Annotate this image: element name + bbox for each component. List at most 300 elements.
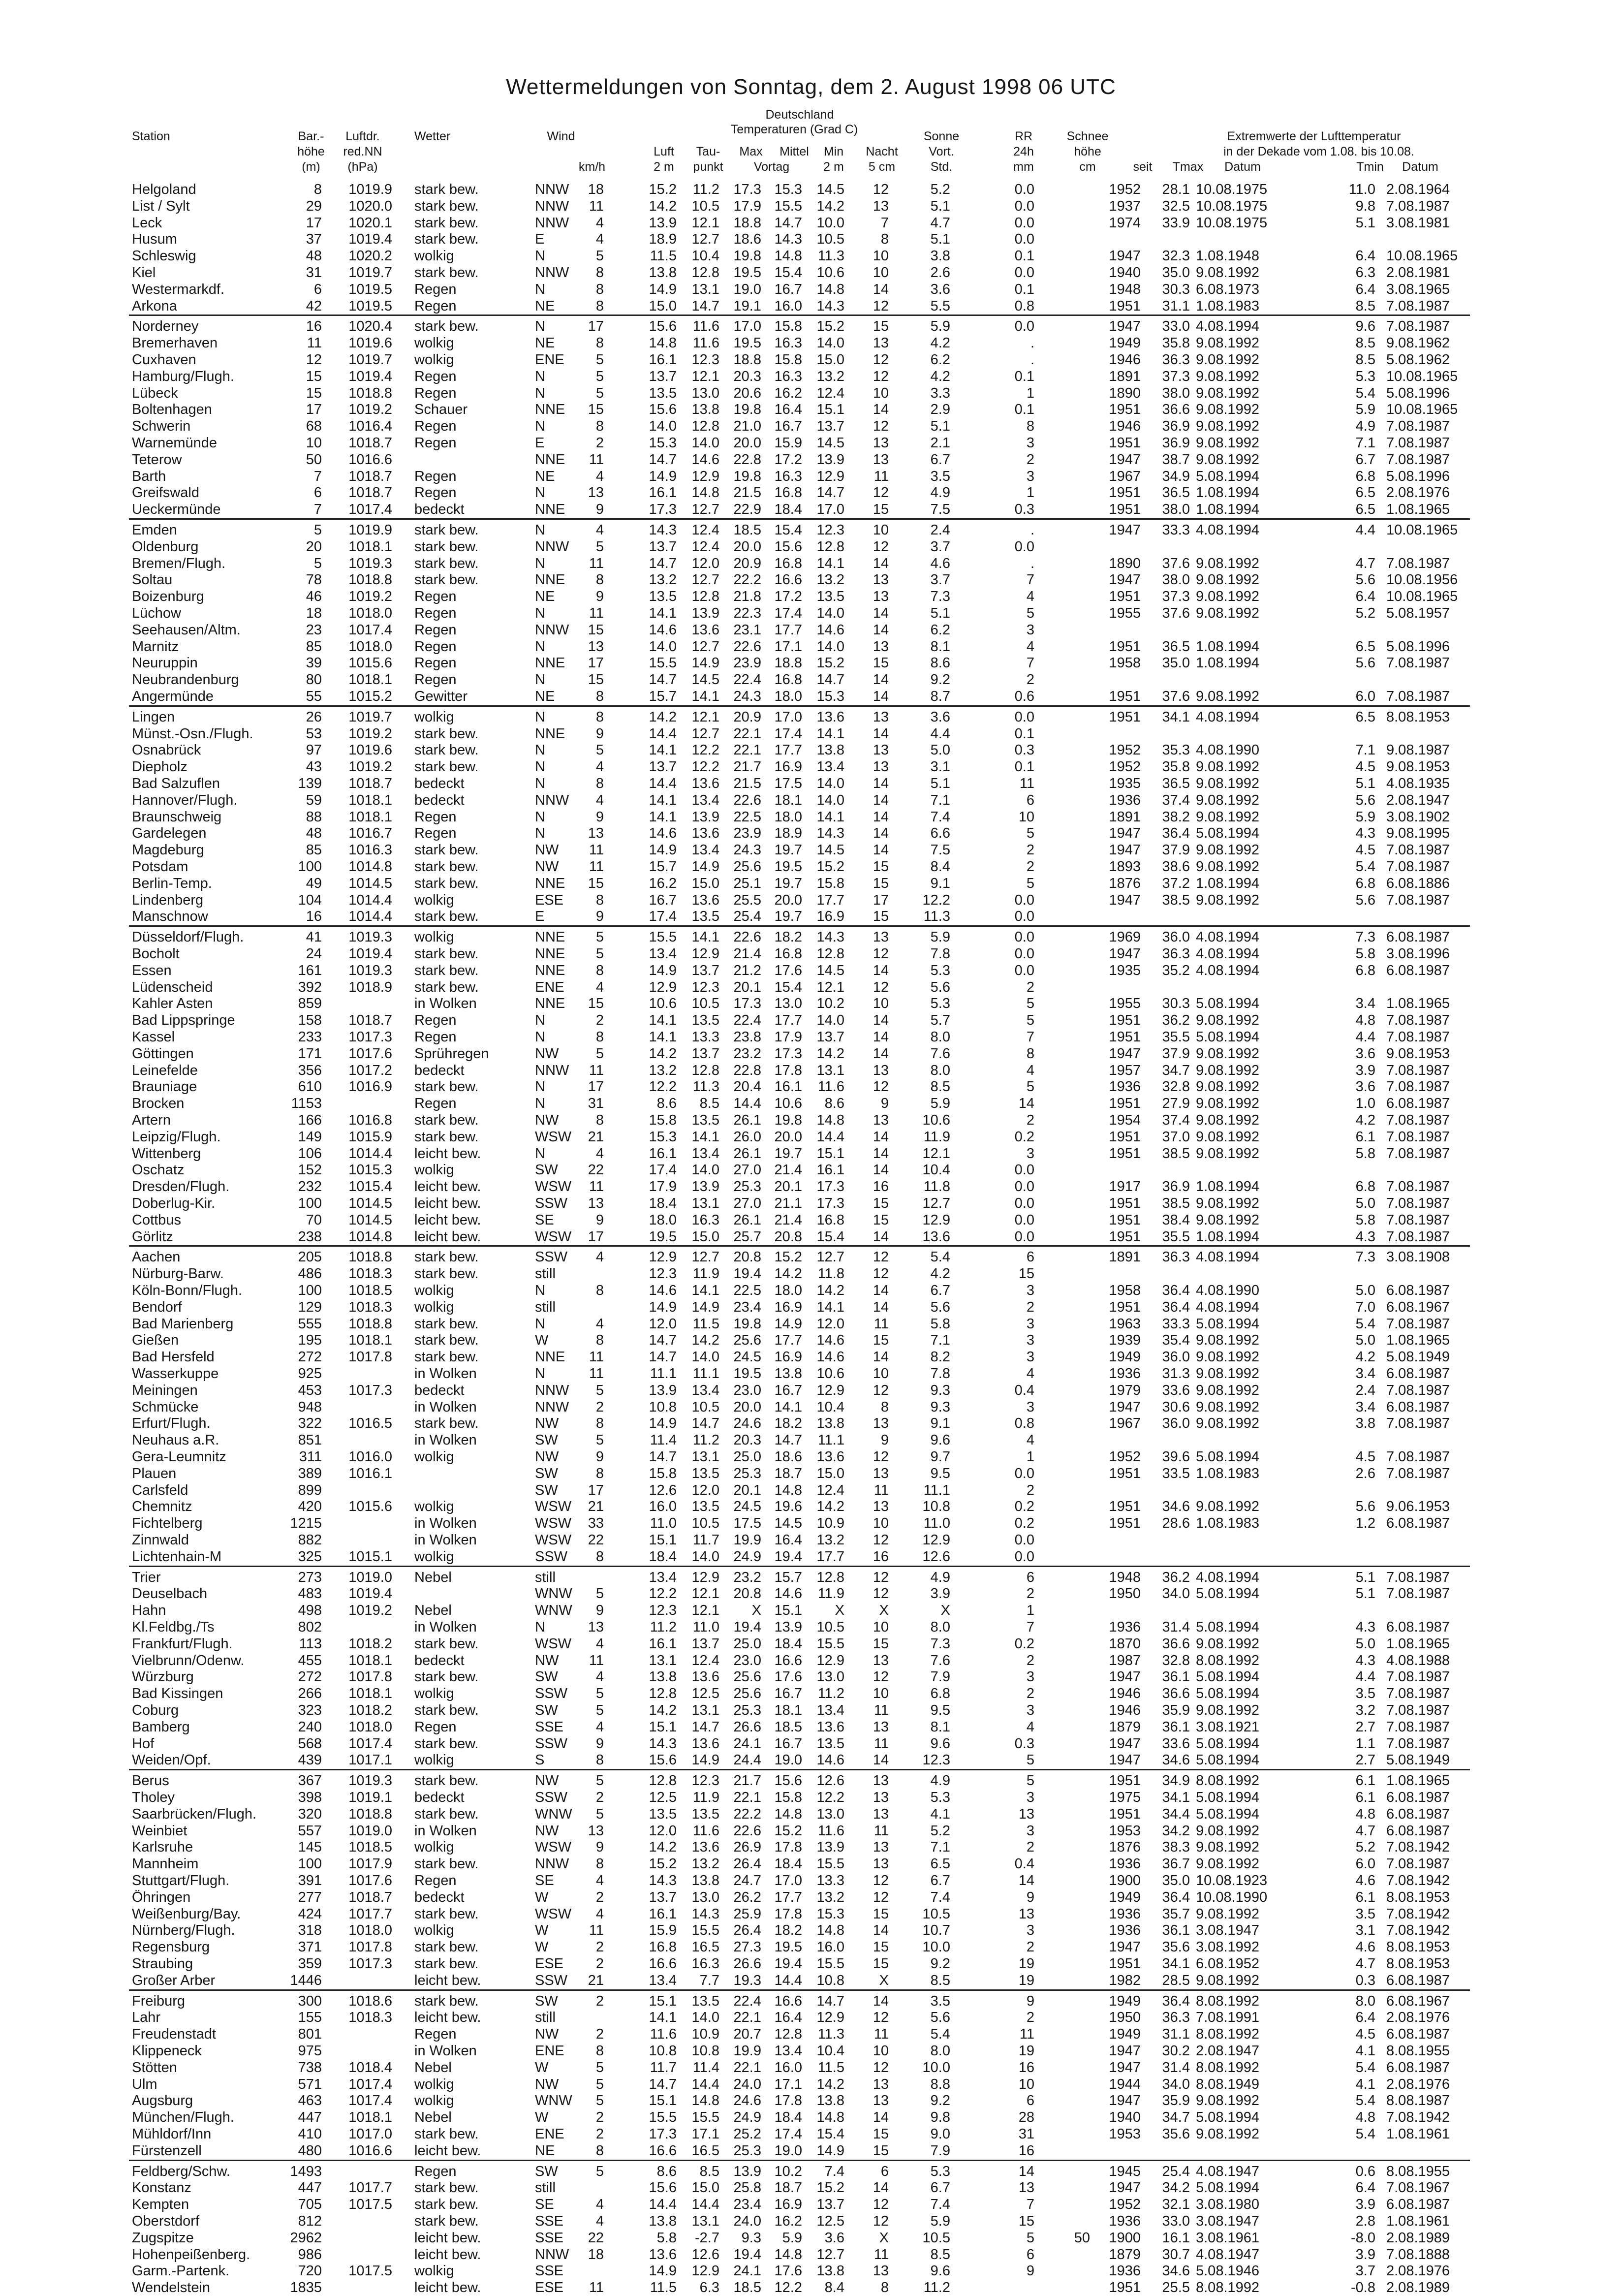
cell-weather: stark bew. — [414, 2197, 479, 2213]
cell-temp-dewpoint: 13.6 — [691, 892, 719, 908]
cell-since-year: 1951 — [1109, 1195, 1141, 1211]
cell-precipitation: 2 — [1026, 1299, 1034, 1315]
cell-temp-max: 23.9 — [733, 825, 761, 842]
cell-temp-night: 13 — [873, 1806, 889, 1822]
cell-tmin-value: 7.1 — [1355, 435, 1375, 451]
cell-tmin-value: 3.4 — [1355, 996, 1375, 1012]
cell-tmin-value: 6.1 — [1355, 1889, 1375, 1905]
cell-temp-mean: 18.1 — [774, 792, 802, 808]
cell-station-name: Saarbrücken/Flugh. — [132, 1806, 257, 1822]
cell-temp-min: 13.8 — [816, 2263, 844, 2279]
cell-wind-direction: SW — [535, 1432, 558, 1448]
cell-temp-min: 13.0 — [816, 1669, 844, 1685]
cell-tmax-date: 1.08.1994 — [1196, 485, 1260, 501]
cell-tmax-date: 4.08.1994 — [1196, 929, 1260, 945]
cell-sunshine: 5.0 — [930, 742, 950, 758]
cell-wind-speed: 2 — [595, 1956, 604, 1972]
cell-sunshine: 12.1 — [922, 1145, 950, 1162]
cell-weather: wolkig — [414, 1283, 454, 1298]
table-row — [0, 555, 1622, 572]
cell-tmin-value: 2.7 — [1355, 1719, 1375, 1735]
cell-tmax-date: 9.08.1992 — [1196, 418, 1260, 435]
cell-sunshine: 6.2 — [930, 622, 950, 638]
cell-weather: Regen — [414, 825, 457, 842]
cell-pressure: 1018.8 — [348, 572, 392, 588]
cell-since-year: 1947 — [1109, 892, 1141, 908]
cell-temp-max: 19.8 — [733, 1316, 761, 1332]
cell-station-height: 152 — [298, 1162, 322, 1178]
cell-temp-max: 25.3 — [733, 2142, 761, 2159]
cell-station-height: 233 — [298, 1029, 322, 1045]
cell-temp-night: 11 — [873, 1316, 889, 1332]
header-luftdr-3: (hPa) — [347, 160, 378, 174]
cell-precipitation: 0.0 — [1014, 1228, 1034, 1245]
cell-tmax-value: 34.0 — [1162, 2076, 1190, 2092]
cell-temp-air: 12.0 — [649, 1316, 677, 1332]
cell-wind-direction: WSW — [535, 1129, 572, 1145]
cell-since-year: 1967 — [1109, 468, 1141, 484]
cell-precipitation: 0.0 — [1014, 1162, 1034, 1178]
cell-temp-night: 16 — [873, 1548, 889, 1565]
cell-tmin-value: 4.7 — [1355, 555, 1375, 571]
cell-since-year: 1893 — [1109, 859, 1141, 875]
cell-tmin-date: 3.08.1902 — [1386, 809, 1450, 825]
cell-temp-dewpoint: 12.0 — [691, 1482, 719, 1498]
cell-station-name: Emden — [132, 522, 177, 538]
cell-temp-max: 20.9 — [733, 709, 761, 725]
cell-sunshine: 3.7 — [930, 538, 950, 555]
cell-precipitation: 0.0 — [1014, 231, 1034, 248]
cell-pressure: 1018.7 — [348, 1889, 392, 1905]
cell-wind-speed: 13 — [588, 638, 604, 655]
cell-precipitation: 0.0 — [1014, 1548, 1034, 1565]
cell-temp-night: 12 — [873, 1079, 889, 1095]
cell-tmin-date: 7.08.1987 — [1386, 1449, 1450, 1465]
cell-precipitation: 0.0 — [1014, 909, 1034, 925]
cell-station-height: 6 — [313, 485, 322, 501]
header-max: Max — [739, 145, 763, 158]
cell-temp-max: 24.0 — [733, 2076, 761, 2092]
cell-temp-min: 12.9 — [816, 1652, 844, 1668]
table-row — [0, 1702, 1622, 1719]
cell-station-height: 272 — [298, 1669, 322, 1685]
cell-pressure: 1014.8 — [348, 859, 392, 875]
cell-wind-direction: NW — [535, 1045, 559, 1062]
cell-tmin-value: 5.4 — [1355, 2126, 1375, 2142]
cell-tmin-date: 7.08.1987 — [1386, 842, 1450, 858]
cell-since-year: 1951 — [1109, 1145, 1141, 1162]
cell-tmax-value: 38.5 — [1162, 1195, 1190, 1211]
cell-temp-mean: 14.1 — [774, 1399, 802, 1415]
cell-precipitation: 0.0 — [1014, 318, 1034, 335]
cell-tmin-value: 3.9 — [1355, 2246, 1375, 2263]
cell-station-height: 483 — [298, 1586, 322, 1602]
cell-station-name: Schleswig — [132, 248, 196, 264]
cell-temp-air: 18.9 — [649, 231, 677, 248]
cell-temp-max: 23.1 — [733, 622, 761, 638]
cell-temp-max: 20.3 — [733, 368, 761, 384]
cell-tmax-date: 9.08.1992 — [1196, 435, 1260, 451]
cell-temp-max: 26.1 — [733, 1112, 761, 1128]
cell-since-year: 1891 — [1109, 1249, 1141, 1265]
cell-temp-air: 16.6 — [649, 2142, 677, 2159]
cell-tmax-date: 4.08.1994 — [1196, 522, 1260, 538]
cell-temp-min: 12.3 — [816, 522, 844, 538]
cell-since-year: 1947 — [1109, 842, 1141, 858]
cell-wind-speed: 9 — [595, 1212, 604, 1228]
cell-tmax-value: 38.3 — [1162, 1839, 1190, 1856]
cell-pressure: 1017.0 — [348, 2126, 392, 2142]
cell-tmin-value: 6.8 — [1355, 962, 1375, 978]
cell-tmax-value: 39.6 — [1162, 1449, 1190, 1465]
cell-sunshine: 4.9 — [930, 1569, 950, 1585]
cell-tmin-value: 6.4 — [1355, 589, 1375, 605]
cell-tmin-date: 9.08.1995 — [1386, 825, 1450, 842]
cell-temp-max: 22.6 — [733, 929, 761, 945]
cell-precipitation: 0.0 — [1014, 215, 1034, 231]
cell-wind-direction: WSW — [535, 1636, 572, 1652]
cell-station-height: 447 — [298, 2109, 322, 2126]
table-row — [0, 298, 1622, 315]
cell-temp-min: 15.2 — [816, 859, 844, 875]
cell-temp-air: 14.9 — [649, 1299, 677, 1315]
cell-sunshine: 4.6 — [930, 555, 950, 571]
cell-tmin-date: 10.08.1965 — [1386, 522, 1458, 538]
cell-pressure: 1018.6 — [348, 1993, 392, 2009]
cell-pressure: 1018.5 — [348, 1839, 392, 1856]
cell-temp-mean: 14.8 — [774, 248, 802, 264]
cell-temp-dewpoint: 11.9 — [692, 1266, 719, 1282]
cell-wind-speed: 11 — [589, 1062, 604, 1078]
header-bar-2: höhe — [297, 145, 325, 158]
cell-temp-night: 12 — [873, 1669, 889, 1685]
cell-temp-air: 18.0 — [649, 1212, 677, 1228]
cell-wind-speed: 13 — [588, 825, 604, 842]
cell-weather: in Wolken — [414, 2043, 477, 2059]
cell-tmax-date: 9.08.1992 — [1196, 572, 1260, 588]
cell-tmax-date: 3.08.1980 — [1196, 2197, 1260, 2213]
cell-temp-night: 12 — [873, 1532, 889, 1548]
cell-temp-mean: 16.3 — [774, 335, 802, 351]
cell-tmax-date: 9.08.1992 — [1196, 368, 1260, 384]
cell-since-year: 1951 — [1109, 2280, 1141, 2296]
cell-station-height: 801 — [298, 2026, 322, 2043]
cell-since-year: 1939 — [1109, 1332, 1141, 1349]
cell-temp-min: 14.3 — [816, 825, 844, 842]
cell-weather: bedeckt — [414, 1382, 465, 1398]
table-row — [0, 809, 1622, 825]
table-row — [0, 2246, 1622, 2263]
cell-precipitation: 9 — [1026, 1993, 1034, 2009]
cell-tmin-date: 6.08.1987 — [1386, 2197, 1450, 2213]
cell-wind-direction: NNE — [535, 402, 565, 418]
cell-wind-direction: SSW — [535, 1548, 568, 1565]
cell-station-height: 948 — [298, 1399, 322, 1415]
cell-tmin-date: 2.08.1989 — [1386, 2280, 1450, 2296]
cell-precipitation: 2 — [1026, 1586, 1034, 1602]
cell-pressure: 1015.6 — [348, 1499, 392, 1515]
cell-station-height: 6 — [313, 281, 322, 297]
cell-temp-dewpoint: 12.2 — [691, 742, 719, 758]
cell-wind-direction: SE — [535, 1873, 554, 1888]
cell-temp-air: 14.7 — [649, 451, 677, 468]
cell-tmax-date: 9.08.1992 — [1196, 1195, 1260, 1211]
cell-wind-direction: N — [535, 248, 545, 264]
cell-temp-night: 12 — [873, 1382, 889, 1398]
cell-sunshine: 6.7 — [930, 1283, 950, 1298]
cell-since-year: 1947 — [1109, 2180, 1141, 2196]
cell-temp-dewpoint: 14.3 — [691, 1906, 719, 1922]
cell-sunshine: 5.8 — [930, 1316, 950, 1332]
cell-temp-max: 25.3 — [733, 1465, 761, 1481]
table-row — [0, 1872, 1622, 1889]
cell-sunshine: 9.6 — [930, 2263, 950, 2279]
cell-temp-min: 13.9 — [816, 1839, 844, 1856]
cell-temp-min: 12.4 — [816, 385, 844, 401]
cell-wind-speed: 11 — [589, 1652, 604, 1668]
cell-weather: bedeckt — [414, 1790, 465, 1805]
cell-tmin-date: 5.08.1996 — [1386, 638, 1450, 655]
cell-temp-min: 15.2 — [816, 318, 844, 335]
cell-temp-dewpoint: 14.9 — [691, 859, 719, 875]
cell-station-name: Großer Arber — [132, 1972, 216, 1988]
cell-temp-air: 14.4 — [649, 725, 677, 742]
cell-temp-air: 14.6 — [649, 825, 677, 842]
cell-precipitation: 3 — [1026, 1316, 1034, 1332]
cell-sunshine: 12.6 — [922, 1548, 950, 1565]
cell-since-year: 1951 — [1109, 709, 1141, 725]
cell-sunshine: 12.7 — [922, 1195, 950, 1211]
cell-tmax-date: 8.08.1992 — [1196, 2280, 1260, 2296]
cell-wind-speed: 8 — [595, 572, 604, 588]
cell-tmax-value: 38.5 — [1162, 892, 1190, 908]
cell-temp-night: 14 — [873, 1145, 889, 1162]
header-min-1: Min — [823, 145, 844, 158]
cell-tmin-date: 7.08.1987 — [1386, 418, 1450, 435]
cell-since-year: 1975 — [1109, 1790, 1141, 1805]
cell-tmin-value: 3.9 — [1355, 1062, 1375, 1078]
cell-temp-max: 23.2 — [733, 1045, 761, 1062]
cell-station-name: Ueckermünde — [132, 502, 221, 518]
cell-station-height: 104 — [298, 892, 322, 908]
cell-station-name: Artern — [132, 1112, 171, 1128]
cell-temp-dewpoint: 13.7 — [691, 962, 719, 978]
table-row — [0, 622, 1622, 638]
cell-wind-direction: N — [535, 281, 545, 297]
cell-precipitation: 3 — [1026, 1702, 1034, 1718]
cell-weather: wolkig — [414, 352, 454, 368]
cell-precipitation: 9 — [1026, 1889, 1034, 1905]
cell-temp-max: 19.4 — [733, 2246, 761, 2263]
cell-precipitation: 2 — [1026, 859, 1034, 875]
cell-temp-mean: 16.1 — [774, 1079, 802, 1095]
cell-temp-dewpoint: 16.5 — [691, 1939, 719, 1955]
cell-temp-mean: 19.8 — [774, 1112, 802, 1128]
cell-station-height: 439 — [298, 1752, 322, 1768]
cell-pressure: 1018.1 — [348, 1652, 392, 1668]
cell-temp-max: 24.5 — [733, 1349, 761, 1365]
cell-tmin-date: 7.08.1942 — [1386, 1906, 1450, 1922]
cell-wind-speed: 9 — [595, 809, 604, 825]
cell-tmin-value: 5.1 — [1355, 215, 1375, 231]
cell-tmin-date: 5.08.1996 — [1386, 385, 1450, 401]
cell-precipitation: 2 — [1026, 1686, 1034, 1702]
cell-sunshine: 3.6 — [930, 281, 950, 297]
cell-station-name: Teterow — [132, 451, 182, 468]
cell-temp-air: 12.3 — [649, 1603, 677, 1619]
cell-wind-speed: 4 — [595, 792, 604, 808]
cell-station-name: Lahr — [132, 2010, 161, 2026]
cell-tmax-date: 9.08.1992 — [1196, 1906, 1260, 1922]
cell-weather: stark bew. — [414, 2180, 479, 2196]
cell-sunshine: 5.2 — [930, 1823, 950, 1839]
cell-tmin-date: 3.08.1996 — [1386, 946, 1450, 962]
cell-wind-direction: NNW — [535, 2246, 569, 2263]
cell-weather: bedeckt — [414, 792, 465, 808]
cell-sunshine: 7.3 — [930, 589, 950, 605]
table-row — [0, 2009, 1622, 2026]
cell-tmin-value: 6.5 — [1355, 485, 1375, 501]
cell-wind-speed: 8 — [595, 1856, 604, 1872]
cell-wind-speed: 5 — [595, 1702, 604, 1718]
cell-tmin-value: 1.0 — [1355, 1096, 1375, 1112]
table-row — [0, 2163, 1622, 2180]
cell-tmin-value: 6.4 — [1355, 2180, 1375, 2196]
cell-wind-speed: 4 — [595, 1249, 604, 1265]
cell-temp-max: 14.4 — [733, 1096, 761, 1112]
cell-wind-direction: W — [535, 2059, 549, 2076]
cell-sunshine: 5.1 — [930, 231, 950, 248]
cell-weather: stark bew. — [414, 231, 479, 248]
cell-tmax-value: 35.9 — [1162, 1702, 1190, 1718]
cell-tmax-date: 5.08.1994 — [1196, 996, 1260, 1012]
cell-temp-min: 14.2 — [816, 2076, 844, 2092]
header-seit: seit — [1133, 160, 1153, 174]
cell-sunshine: 5.1 — [930, 605, 950, 621]
cell-tmax-date: 6.08.1952 — [1196, 1956, 1260, 1972]
group-divider — [129, 1769, 1470, 1770]
cell-precipitation: 1 — [1026, 485, 1034, 501]
cell-weather: stark bew. — [414, 1349, 479, 1365]
cell-temp-mean: 19.7 — [774, 1145, 802, 1162]
cell-tmin-date: 7.08.1987 — [1386, 655, 1450, 671]
cell-tmin-date: 10.08.1965 — [1386, 402, 1458, 418]
cell-temp-dewpoint: 12.0 — [691, 555, 719, 571]
cell-sunshine: 5.7 — [930, 1012, 950, 1029]
table-row — [0, 1382, 1622, 1399]
cell-temp-dewpoint: 13.5 — [691, 1112, 719, 1128]
cell-precipitation: 0.2 — [1014, 1515, 1034, 1532]
cell-pressure: 1017.3 — [348, 1956, 392, 1972]
cell-temp-night: 14 — [873, 1228, 889, 1245]
cell-station-height: 42 — [306, 298, 322, 314]
table-row — [0, 1045, 1622, 1062]
cell-sunshine: 2.6 — [930, 265, 950, 281]
cell-since-year: 1947 — [1109, 572, 1141, 588]
cell-since-year: 1936 — [1109, 792, 1141, 808]
cell-wind-speed: 11 — [589, 1349, 604, 1365]
cell-temp-air: 15.1 — [649, 2093, 677, 2109]
cell-tmax-date: 9.08.1992 — [1196, 892, 1260, 908]
cell-station-height: 498 — [298, 1603, 322, 1619]
cell-station-name: Gera-Leumnitz — [132, 1449, 226, 1465]
cell-temp-min: 15.2 — [816, 655, 844, 671]
cell-station-name: München/Flugh. — [132, 2109, 234, 2126]
cell-wind-speed: 4 — [595, 231, 604, 248]
cell-temp-min: 13.2 — [816, 1532, 844, 1548]
cell-wind-direction: still — [535, 2180, 556, 2196]
cell-sunshine: 9.7 — [930, 1449, 950, 1465]
cell-sunshine: 5.4 — [930, 2026, 950, 2043]
cell-temp-night: 13 — [873, 1773, 889, 1789]
cell-precipitation: 3 — [1026, 1399, 1034, 1415]
cell-wind-direction: NNW — [535, 1062, 569, 1078]
cell-station-height: 568 — [298, 1735, 322, 1752]
cell-tmax-date: 1.08.1994 — [1196, 1179, 1260, 1195]
cell-pressure: 1018.1 — [348, 538, 392, 555]
cell-temp-max: 17.9 — [733, 198, 761, 214]
cell-station-height: 5 — [313, 555, 322, 571]
cell-wind-direction: WSW — [535, 1228, 572, 1245]
cell-precipitation: 4 — [1026, 1366, 1034, 1382]
cell-temp-night: 13 — [873, 1415, 889, 1432]
cell-temp-night: 12 — [873, 538, 889, 555]
cell-temp-max: 22.9 — [733, 502, 761, 518]
cell-sunshine: 11.3 — [923, 909, 950, 925]
cell-weather: Regen — [414, 1719, 457, 1735]
cell-temp-min: 12.5 — [816, 2213, 844, 2229]
cell-temp-night: 12 — [873, 1873, 889, 1888]
cell-wind-direction: N — [535, 709, 545, 725]
cell-temp-mean: 15.7 — [774, 1569, 802, 1585]
cell-station-name: Meiningen — [132, 1382, 198, 1398]
cell-tmax-date: 5.08.1994 — [1196, 2109, 1260, 2126]
cell-temp-mean: 16.0 — [774, 2059, 802, 2076]
cell-sunshine: 8.2 — [930, 1349, 950, 1365]
cell-tmin-date: 1.08.1965 — [1386, 1773, 1450, 1789]
cell-weather: wolkig — [414, 929, 454, 945]
cell-pressure: 1018.7 — [348, 1012, 392, 1029]
cell-pressure: 1019.2 — [348, 589, 392, 605]
table-row — [0, 2179, 1622, 2196]
cell-wind-direction: N — [535, 418, 545, 435]
cell-temp-mean: 21.4 — [774, 1212, 802, 1228]
cell-temp-min: 14.6 — [816, 622, 844, 638]
cell-since-year: 1949 — [1109, 2026, 1141, 2043]
cell-temp-max: 25.3 — [733, 1179, 761, 1195]
cell-wind-direction: WSW — [535, 1179, 572, 1195]
cell-tmax-value: 33.9 — [1162, 215, 1190, 231]
cell-temp-mean: 18.0 — [774, 689, 802, 704]
cell-tmin-value: 5.4 — [1355, 385, 1375, 401]
cell-sunshine: 5.4 — [930, 1249, 950, 1265]
cell-tmax-date: 4.08.1994 — [1196, 1249, 1260, 1265]
cell-tmax-date: 9.08.1992 — [1196, 1972, 1260, 1988]
cell-temp-max: 18.8 — [733, 352, 761, 368]
cell-temp-max: 19.9 — [733, 1532, 761, 1548]
cell-temp-min: 14.5 — [816, 842, 844, 858]
cell-tmin-date: 10.08.1965 — [1386, 589, 1458, 605]
cell-since-year: 1879 — [1109, 2246, 1141, 2263]
cell-station-name: Zugspitze — [132, 2230, 194, 2246]
cell-temp-night: 12 — [873, 352, 889, 368]
cell-tmin-value: 6.4 — [1355, 281, 1375, 297]
cell-weather: stark bew. — [414, 1415, 479, 1432]
cell-temp-mean: 17.6 — [774, 1669, 802, 1685]
cell-wind-direction: N — [535, 1079, 545, 1095]
cell-tmin-value: 5.0 — [1355, 1332, 1375, 1349]
cell-since-year: 1951 — [1109, 1029, 1141, 1045]
